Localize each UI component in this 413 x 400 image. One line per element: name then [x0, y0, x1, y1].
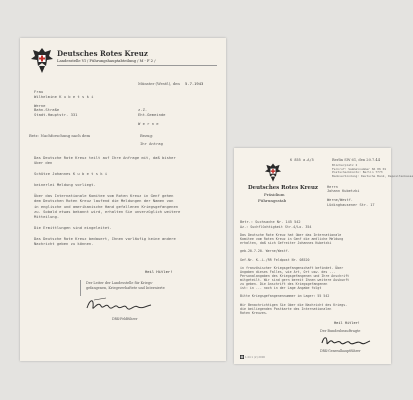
body-line: Komitee vom Roten Kreuz in Genf die amtliche Meldung: [240, 237, 344, 242]
org-title: Deutsches Rotes Kreuz: [248, 185, 318, 191]
sig-block-line: gefangenen, Kriegsverhaftete und Internierte: [86, 285, 165, 290]
betr: Betr.: Suchsache Nr. 145 542: [240, 220, 301, 224]
body-line: zu. Sobald etwas bekannt wird, erhalten Sie unverzüglich weitere: [34, 208, 181, 214]
body-line: zu geben. Die Anschrift des Kriegsgefangenen: [240, 282, 328, 287]
right-address-line: z.Z.: [138, 107, 148, 113]
body-line: Schütze Johannes K u b e t s k i: [34, 171, 108, 177]
drk-eagle-emblem-icon: [264, 162, 282, 184]
addressee-line: Werne: [34, 102, 46, 108]
print-mark: [240, 355, 265, 359]
az: Az.: Suchflüchtigkeit Str.4/Lo. 354: [240, 225, 312, 229]
body-line: Mitteilung.: [34, 214, 60, 220]
addressee-block: [327, 185, 375, 207]
stamp-code: K 855 a.A/5: [290, 158, 314, 162]
body-line: mitgeteilt. Wir sind gern bereit Ihnen weitere Auskunft: [240, 278, 350, 283]
body-line: in französischer Kriegsgefangenschaft befindet. Über: [240, 265, 344, 270]
body-line: Gef.Nr. K.-L./RR Feldpost Nr. 08520: [240, 257, 310, 262]
body-line: Das Deutsche Rote Kreuz bedauert, Ihnen vorläufig keine andere: [34, 235, 176, 241]
closing: Heil Hitler!: [334, 321, 360, 325]
addressee-line: Johann Kubetzki: [327, 189, 360, 194]
body-line: Die Ermittlungen sind eingeleitet.: [34, 225, 112, 231]
addressee-line: Lüdinghausener Str. 17: [327, 202, 375, 207]
sig-divider: [80, 280, 82, 296]
ref-betr: Betr.: Nachforschung nach dem: [29, 133, 91, 138]
addressee-line: Bahn-Straße: [34, 107, 60, 113]
org-sub2: Führungsstab: [258, 198, 287, 203]
org-sub1: Präsidium: [264, 192, 285, 197]
right-address-line: Eht-Gemeinde: [138, 111, 166, 117]
org-subtitle: Landesstelle VI / Führungshauptabteilung / M - F 2 /: [57, 59, 156, 63]
date-value: 5.7.1943: [185, 81, 204, 86]
body-line: die beiliegenden Postkarte des Internationalen: [240, 306, 332, 311]
addressee-line: Frau: [34, 89, 44, 94]
header-contact-line: Blücherplatz 2: [332, 163, 358, 167]
header-contact: [332, 164, 413, 178]
body-line: geb.20.7.20. Werne/Westf.: [240, 249, 290, 254]
ref-value: Ihr Antrag: [140, 141, 163, 146]
right-address-block: [138, 90, 165, 127]
signature: [84, 294, 154, 316]
letter-body: [34, 155, 180, 247]
body-line: keinerlei Meldung vorliegt.: [34, 181, 96, 187]
letter-left: [20, 38, 226, 361]
addressee-line: Herrn: [327, 185, 338, 189]
body-line: Personalangaben des Kriegsgefangenen und Ihre Anschrift: [240, 273, 350, 278]
sig-block: Der Bundesbeauftragte: [320, 329, 361, 333]
closing: Heil Hitler!: [145, 269, 173, 274]
header-contact-line: Fernruf: Sammelnummer 66 06 01: [332, 166, 387, 171]
drk-eagle-emblem-icon: [30, 46, 54, 76]
addressee-line: Werne/Westf.: [327, 198, 353, 203]
body-line: Angaben dieses Falles, wie Art, Ort usw. des ...: [240, 269, 336, 274]
body-line: Das Deutsche Rote Kreuz teilt auf Ihre Anfrage mit, daß bisher: [34, 155, 176, 160]
header-contact-line: Bankverbindung: Deutsche Bank, Depositenkasse: [332, 173, 413, 178]
header-rule: [57, 65, 217, 66]
header-contact-line: Postscheckkonto: Berlin 7773: [332, 170, 383, 175]
org-title: Deutsches Rotes Kreuz: [57, 49, 148, 58]
body-line: ist: in ... noch in der Lage Angabe folgt: [240, 286, 322, 291]
addressee-block: [34, 90, 93, 118]
body-line: Wir Benachrichtigen Sie über die Nachricht des Kriegs-: [240, 302, 348, 307]
body-line: erhalten, daß sich Gefreiter Johannes Kubetzki: [240, 241, 332, 246]
place-date: Berlin SW 61, den 20.7.44: [332, 158, 380, 162]
body-line: Nachricht geben zu können.: [34, 241, 94, 247]
addressee-line: Stadt-Hauptstr. 331: [34, 111, 78, 117]
drk-small-logo-icon: [240, 355, 244, 359]
sig-block-line: Der Leiter der Landesstelle für Kriegs-: [86, 281, 153, 285]
ref-bezug: Bezug:: [140, 133, 154, 138]
body-line: Roten Kreuzes.: [240, 310, 268, 315]
letter-right: [234, 148, 413, 364]
body-line: dem Deutschen Roten Kreuz laufend die Meldungen der Namen von: [34, 198, 174, 204]
place-date-label: Münster (Westf.), den: [138, 81, 180, 86]
footer-code: 1.44 1 (2) 2000: [244, 356, 266, 359]
body-line: Das Deutsche Rote Kreuz hat über das Internationale: [240, 233, 342, 237]
right-address-line: W e r n e: [138, 121, 159, 127]
body-line: Über das Internationale Komitee vom Roten Kreuz in Genf gehen: [34, 192, 174, 198]
body-line: in englische und amerikanische Hand gefallenen Kriegsgefangenen: [34, 203, 179, 209]
sig-title: DRK-Feldführer: [112, 317, 138, 321]
body-line: Bitte Kriegsgefangenennummer im Lager: 55 542: [240, 294, 330, 299]
sig-title: DRK-Generalhauptführer: [320, 349, 361, 353]
letter-body: [240, 233, 349, 315]
signature: [320, 334, 372, 348]
addressee-line: Wilhelmine K u b e t s k i: [34, 93, 94, 99]
body-line: über den: [34, 160, 53, 166]
